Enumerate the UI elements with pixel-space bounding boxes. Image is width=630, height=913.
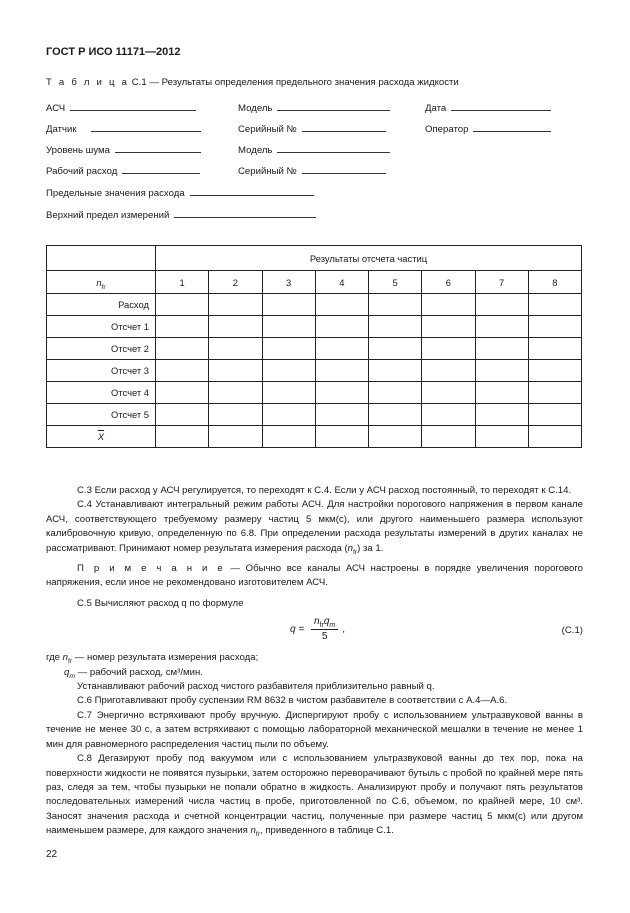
entry-cell[interactable] <box>262 404 315 426</box>
field-date <box>425 100 551 114</box>
entry-cell[interactable] <box>475 360 528 382</box>
formula-comma: , <box>342 624 345 636</box>
field-upper-limit <box>46 207 316 221</box>
entry-cell[interactable] <box>209 338 262 360</box>
note-label: П р и м е ч а н и е <box>77 563 225 575</box>
corner-cell <box>47 246 156 271</box>
column-header: 6 <box>422 271 475 294</box>
entry-cell[interactable] <box>262 294 315 316</box>
entry-cell[interactable] <box>315 426 368 448</box>
entry-cell[interactable] <box>422 382 475 404</box>
entry-cell[interactable] <box>422 426 475 448</box>
blank-line[interactable] <box>302 121 386 132</box>
num-n-sub: fr <box>319 622 324 630</box>
entry-cell[interactable] <box>209 404 262 426</box>
results-table <box>46 245 582 448</box>
entry-cell[interactable] <box>209 294 262 316</box>
field-label: Верхний предел измерений <box>46 210 170 221</box>
entry-cell[interactable] <box>369 316 422 338</box>
column-header: 4 <box>315 271 368 294</box>
field-asch <box>46 100 196 114</box>
blank-line[interactable] <box>277 142 390 153</box>
entry-cell[interactable] <box>528 338 581 360</box>
field-label: Серийный № <box>238 124 297 135</box>
field-label: Оператор <box>425 124 469 135</box>
column-header: 8 <box>528 271 581 294</box>
entry-cell[interactable] <box>156 294 209 316</box>
row-label: Отсчет 1 <box>47 316 156 338</box>
entry-cell[interactable] <box>262 316 315 338</box>
c8-text: С.8 Дегазируют пробу под вакуумом или с использованием ультразвуковой ванны до тех пор, пока на поверхности жидкости не появятся пузырьки, затем осторожно переворачивают бутыль с пробой по крайней мере пять раз, следя за тем, чтобы пузырьки не попали обратно в жидкость. Анализируют пробу и получают пять результатов последовательных измерений числа частиц в пробе, приготовленной по С.6, объемом, по крайней мере, 10 см³. Заносят значения расхода и счетной концентрации частиц, полученные при размере частиц 5 мкм(c) или другом наименьшем размере, для каждого значения <box>46 753 583 837</box>
field-model-1 <box>238 100 390 114</box>
column-header: 1 <box>156 271 209 294</box>
blank-line[interactable] <box>451 100 551 111</box>
blank-line[interactable] <box>174 207 316 218</box>
entry-cell[interactable] <box>209 360 262 382</box>
entry-cell[interactable] <box>422 316 475 338</box>
paragraph-c5: С.5 Вычисляют расход q по формуле <box>77 597 244 609</box>
num-n: n <box>313 616 320 628</box>
blank-line[interactable] <box>302 163 386 174</box>
field-label: Уровень шума <box>46 145 110 156</box>
table-row <box>47 338 582 360</box>
table-caption <box>46 77 459 88</box>
field-label: Датчик <box>46 124 77 135</box>
formula-row <box>46 615 583 649</box>
entry-cell[interactable] <box>156 338 209 360</box>
entry-cell[interactable] <box>156 360 209 382</box>
entry-cell[interactable] <box>528 404 581 426</box>
blank-line[interactable] <box>70 100 196 111</box>
paragraph-set-flow: Устанавливают рабочий расход чистого разбавителя приблизительно равный q. <box>77 681 435 693</box>
field-limit-flow <box>46 185 314 199</box>
entry-cell[interactable] <box>315 404 368 426</box>
row-label: Отсчет 2 <box>47 338 156 360</box>
table-row <box>47 426 582 448</box>
num-q-sub: m <box>329 622 336 630</box>
entry-cell[interactable] <box>262 360 315 382</box>
field-serial-1 <box>238 121 386 135</box>
body-text <box>46 484 583 860</box>
num-q: q <box>323 616 330 628</box>
entry-cell[interactable] <box>528 426 581 448</box>
row-label: Отсчет 3 <box>47 360 156 382</box>
formula-lhs: q = <box>290 624 305 636</box>
formula-fraction <box>311 615 338 644</box>
entry-cell[interactable] <box>262 382 315 404</box>
field-label: Предельные значения расхода <box>46 188 185 199</box>
entry-cell[interactable] <box>369 382 422 404</box>
field-model-2 <box>238 142 390 156</box>
table-row <box>47 360 582 382</box>
mean-label <box>47 426 156 448</box>
row-label: Отсчет 5 <box>47 404 156 426</box>
entry-cell[interactable] <box>475 294 528 316</box>
field-label: Рабочий расход <box>46 166 118 177</box>
field-label: Серийный № <box>238 166 297 177</box>
entry-cell[interactable] <box>156 316 209 338</box>
table-caption-text: С.1 — Результаты определения предельного значения расхода жидкости <box>131 77 459 88</box>
denominator: 5 <box>321 631 328 643</box>
column-header: 7 <box>475 271 528 294</box>
paragraph-c3: С.3 Если расход у АСЧ регулируется, то переходят к С.4. Если у АСЧ расход постоянный, то переходят к С.14. <box>77 485 572 496</box>
mean-symbol: $\overline{X}$ <box>97 431 105 442</box>
blank-line[interactable] <box>91 121 201 132</box>
table-row <box>47 294 582 316</box>
entry-cell[interactable] <box>262 338 315 360</box>
column-header: 2 <box>209 271 262 294</box>
entry-cell[interactable] <box>262 426 315 448</box>
entry-cell[interactable] <box>369 404 422 426</box>
entry-cell[interactable] <box>422 360 475 382</box>
blank-line[interactable] <box>473 121 551 132</box>
note <box>46 562 583 591</box>
table-row <box>47 404 582 426</box>
c4-text: С.4 Устанавливают интегральный режим работы АСЧ. Для настройки порогового напряжения в первом канале АСЧ, соответствующего требуемому размеру частиц 5 мкм(c), или другого наименьшего размера используют калибровочную кривую, определенную по 6.8. При определении расхода результаты измерений в других каналах не рассматривают. Принимают номер результата измерения расхода ( <box>46 499 583 554</box>
table-caption-label: Т а б л и ц а <box>46 77 130 88</box>
c4-text-end: ) за 1. <box>357 542 384 554</box>
where-1-text: — номер результата измерения расхода; <box>72 652 259 664</box>
field-operator <box>425 121 551 135</box>
group-header: Результаты отсчета частиц <box>156 246 582 271</box>
where-pre: где <box>46 652 63 664</box>
page-number: 22 <box>46 848 58 860</box>
paragraph-c8: С.8 Дегазируют пробу под вакуумом или с использованием ультразвуковой ванны до тех пор, пока на поверхности жидкости не появятся пузырьки, затем осторожно переворачивают бутыль с пробой по крайней мере пять раз, следя за тем, чтобы пузырьки не попали обратно в жидкость. Анализируют пробу и получают пять результатов последовательных измерений числа частиц в пробе, приготовленной по С.6, объемом, по крайней мере, 10 см³. Заносят значения расхода и счетной концентрации частиц, полученные при размере частиц 5 мкм(c) или другом наименьшем размере, для каждого значения $n_{fr}$, приведенного в таблице С.1. <box>46 753 583 839</box>
field-label: Модель <box>238 103 273 114</box>
equation-number: (С.1) <box>561 625 583 637</box>
entry-cell[interactable] <box>528 382 581 404</box>
blank-line[interactable] <box>122 163 200 174</box>
entry-cell[interactable] <box>209 316 262 338</box>
standard-header: ГОСТ Р ИСО 11171—2012 <box>46 46 181 58</box>
where-2: $q_m$ — рабочий расход, см³/мин. <box>64 666 203 680</box>
row-header-symbol <box>47 271 156 294</box>
column-header: 3 <box>262 271 315 294</box>
row-label: Отсчет 4 <box>47 382 156 404</box>
entry-cell[interactable] <box>369 426 422 448</box>
entry-cell[interactable] <box>156 404 209 426</box>
entry-cell[interactable] <box>315 360 368 382</box>
entry-cell[interactable] <box>475 316 528 338</box>
paragraph-c4: С.4 Устанавливают интегральный режим работы АСЧ. Для настройки порогового напряжения в первом канале АСЧ, соответствующего требуемому размеру частиц 5 мкм(c), или другого наименьшего размера используют калибровочную кривую, определенную по 6.8. При определении расхода результаты измерений в других каналах не рассматривают. Принимают номер результата измерения расхода $(n_{fr})$ за 1. <box>46 499 583 556</box>
entry-cell[interactable] <box>422 404 475 426</box>
entry-cell[interactable] <box>156 382 209 404</box>
entry-cell[interactable] <box>315 382 368 404</box>
symbol-sub: fr <box>101 283 106 291</box>
entry-cell[interactable] <box>528 294 581 316</box>
formula <box>290 615 345 644</box>
entry-cell[interactable] <box>475 404 528 426</box>
where-1: где $n_{fr}$ — номер результата измерения расхода; <box>46 652 259 666</box>
entry-cell[interactable] <box>209 382 262 404</box>
c8-text-end: , приведенного в таблице С.1. <box>259 825 394 837</box>
entry-cell[interactable] <box>156 426 209 448</box>
column-header: 5 <box>369 271 422 294</box>
entry-cell[interactable] <box>475 426 528 448</box>
blank-line[interactable] <box>115 142 201 153</box>
note-text: — Обычно все каналы АСЧ настроены в порядке увеличения порогового напряжения, если иное не рекомендовано изготовителем АСЧ. <box>46 563 584 589</box>
field-noise <box>46 142 201 156</box>
blank-line[interactable] <box>277 100 390 111</box>
where-2-text: — рабочий расход, см³/мин. <box>74 666 203 678</box>
entry-cell[interactable] <box>315 294 368 316</box>
entry-cell[interactable] <box>475 382 528 404</box>
entry-cell[interactable] <box>209 426 262 448</box>
entry-cell[interactable] <box>422 294 475 316</box>
field-serial-2 <box>238 163 386 177</box>
entry-cell[interactable] <box>528 316 581 338</box>
field-label: Модель <box>238 145 273 156</box>
table-row <box>47 382 582 404</box>
entry-cell[interactable] <box>369 338 422 360</box>
blank-line[interactable] <box>190 185 314 196</box>
entry-cell[interactable] <box>369 360 422 382</box>
table-row <box>47 316 582 338</box>
symbol-n: n <box>96 276 102 288</box>
entry-cell[interactable] <box>422 338 475 360</box>
entry-cell[interactable] <box>369 294 422 316</box>
paragraph-c6: С.6 Приготавливают пробу суспензии RM 8632 в чистом разбавителе в соответствии с А.4—А.6. <box>77 695 508 707</box>
entry-cell[interactable] <box>528 360 581 382</box>
entry-cell[interactable] <box>315 316 368 338</box>
field-flow <box>46 163 200 177</box>
row-label: Расход <box>47 294 156 316</box>
field-sensor <box>46 121 201 135</box>
entry-cell[interactable] <box>475 338 528 360</box>
entry-cell[interactable] <box>315 338 368 360</box>
field-label: АСЧ <box>46 103 66 114</box>
field-label: Дата <box>425 103 447 114</box>
paragraph-c7: С.7 Энергично встряхивают пробу вручную. Диспергируют пробу с использованием ультразвуковой ванны в течение не менее 30 с, а затем встряхивают с помощью лабораторной механической мешалки в течение не менее 1 мин для равномерного распределения частиц пыли по объему. <box>46 709 583 750</box>
